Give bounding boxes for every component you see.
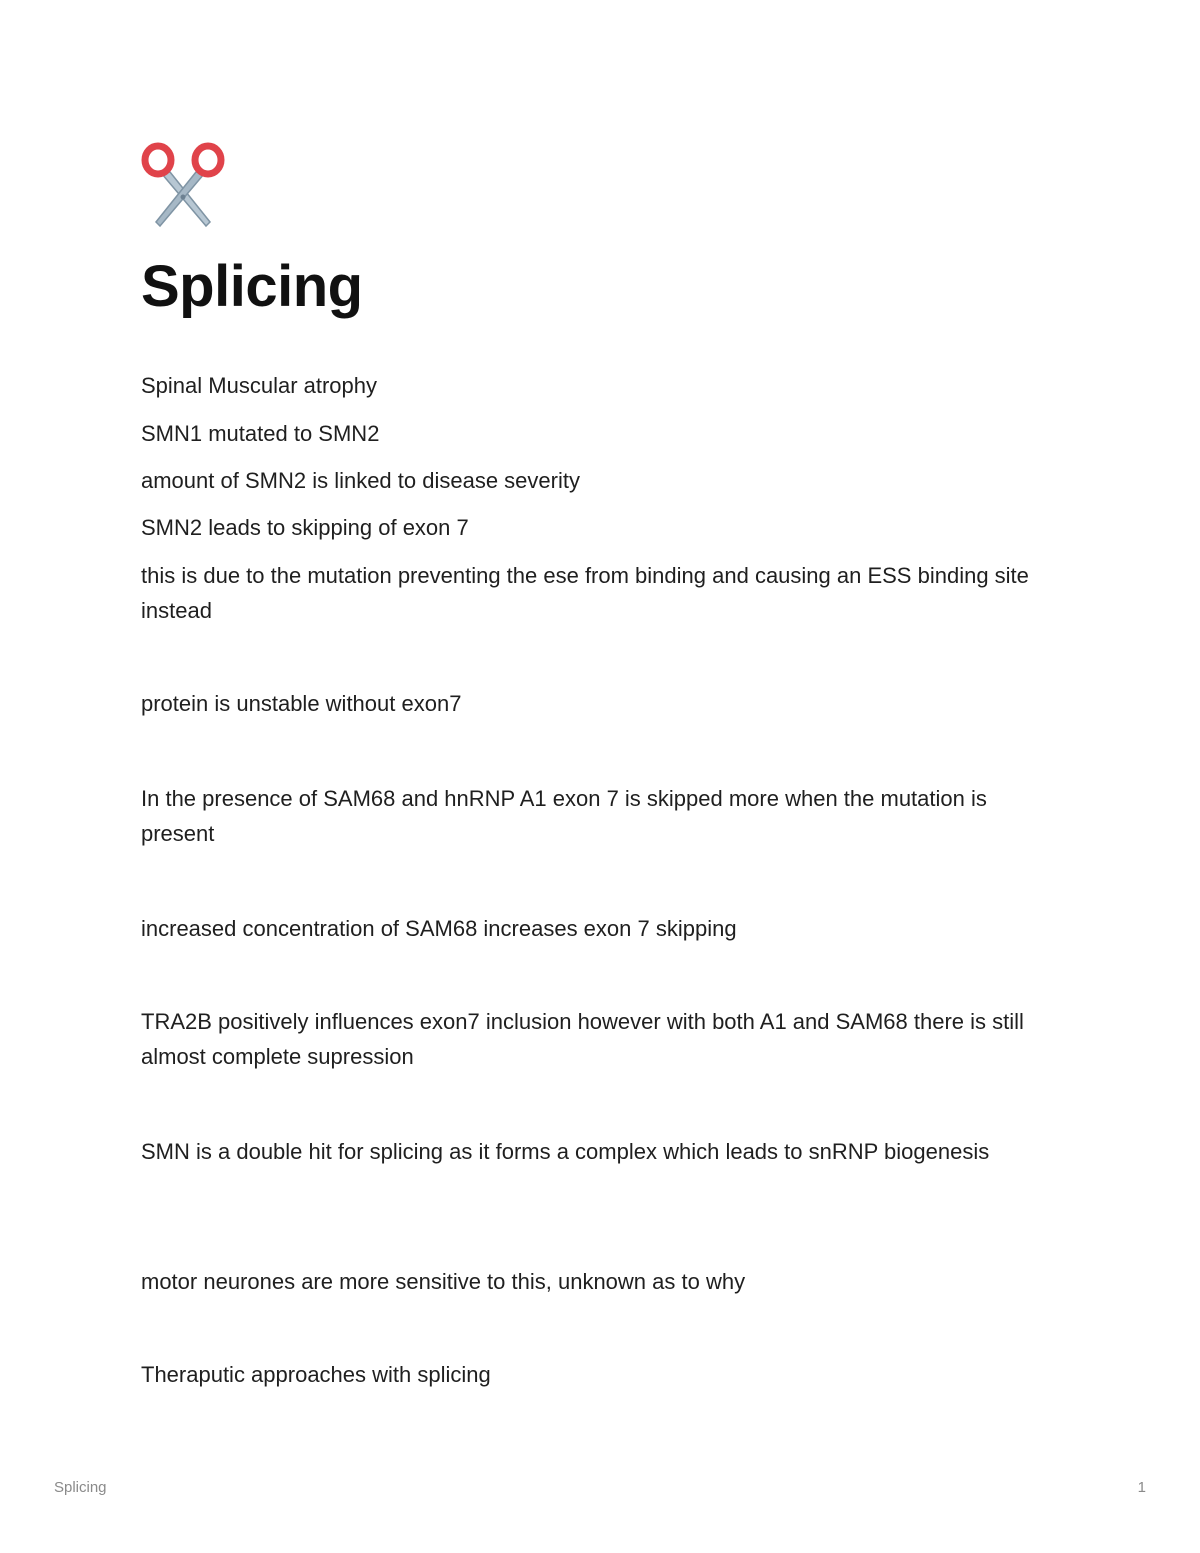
note-line: SMN1 mutated to SMN2	[141, 421, 380, 446]
note-line: SMN is a double hit for splicing as it forms a complex which leads to snRNP biogenesis	[141, 1139, 990, 1164]
note-line: motor neurones are more sensitive to this, unknown as to why	[141, 1269, 746, 1294]
note-line: TRA2B positively influences exon7 inclusion however with both A1 and SAM68 there is still almost complete supression	[141, 1009, 1024, 1069]
note-line: protein is unstable without exon7	[141, 691, 462, 716]
note-line: In the presence of SAM68 and hnRNP A1 exon 7 is skipped more when the mutation is present	[141, 786, 987, 846]
note-line: SMN2 leads to skipping of exon 7	[141, 515, 469, 540]
note-line: increased concentration of SAM68 increases exon 7 skipping	[141, 916, 737, 941]
footer-page-number: 1	[1137, 1479, 1146, 1496]
note-line: amount of SMN2 is linked to disease severity	[141, 468, 580, 493]
scissors-icon	[140, 140, 226, 230]
note-line: Spinal Muscular atrophy	[141, 373, 378, 398]
page-title: Splicing	[141, 254, 363, 319]
footer-doc-title: Splicing	[54, 1479, 107, 1496]
note-line: Theraputic approaches with splicing	[141, 1362, 491, 1387]
note-line: this is due to the mutation preventing the ese from binding and causing an ESS binding site instead	[141, 563, 1029, 623]
